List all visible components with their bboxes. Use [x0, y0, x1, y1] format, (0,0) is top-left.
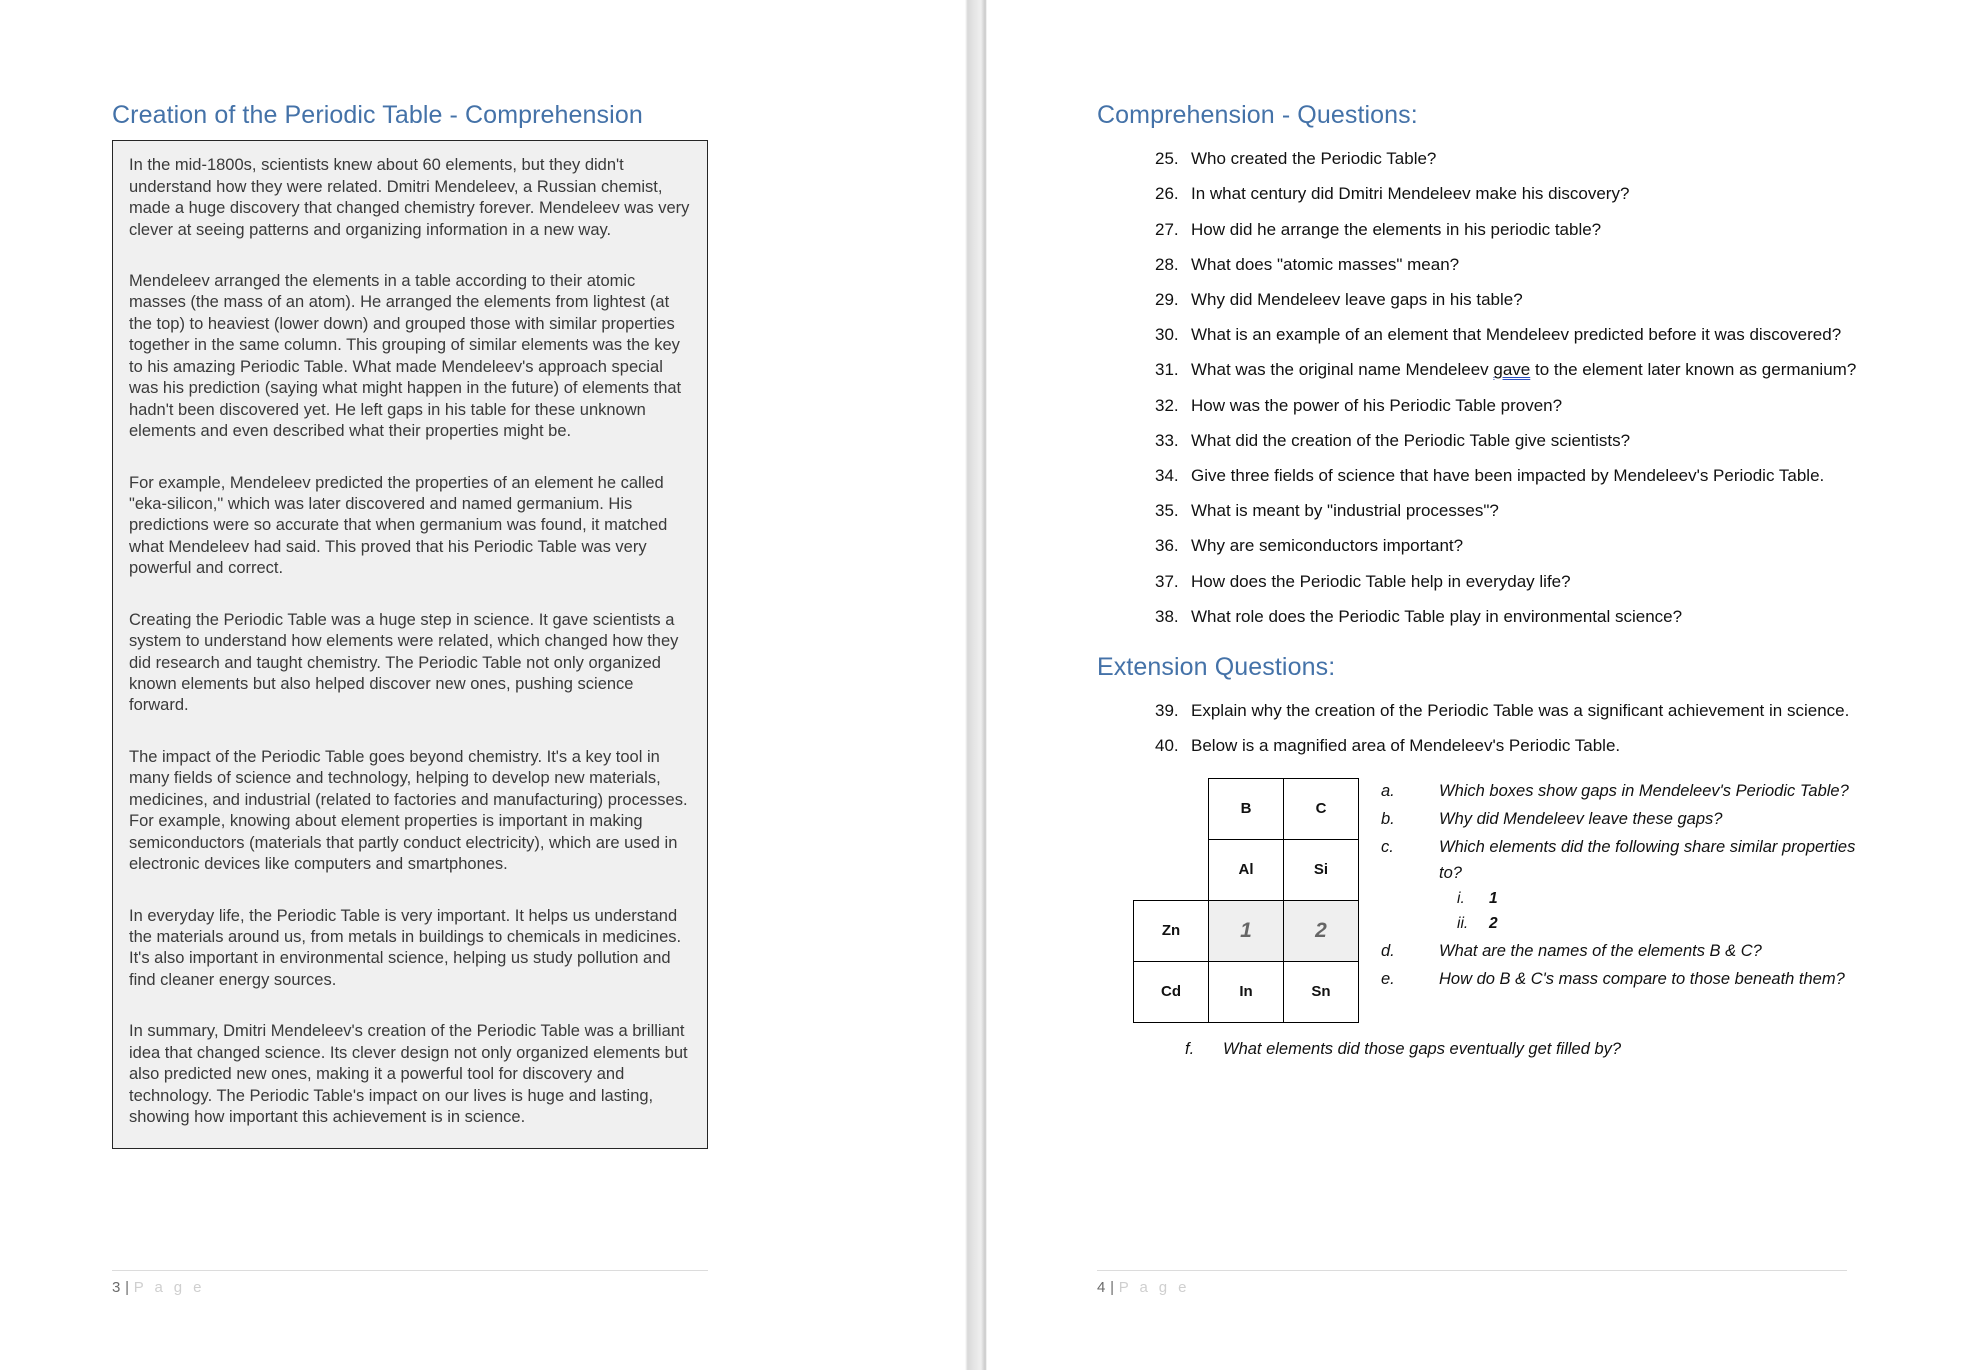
sub-question-text: Which boxes show gaps in Mendeleev's Periodic Table?: [1439, 781, 1849, 800]
extension-question-list: [1097, 697, 1860, 759]
grid-cell-element: Al: [1209, 839, 1284, 900]
question-number: 31.: [1155, 360, 1179, 380]
passage-paragraph: In the mid-1800s, scientists knew about 60 elements, but they didn't understand how they were related. Dmitri Mendeleev, a Russian chemist, made a huge discovery that changed chemistry forever. Mendeleev was very clever at seeing patterns and organizing information in a new way.: [129, 156, 690, 239]
grid-cell-element: In: [1209, 961, 1284, 1022]
footer-separator: |: [125, 1279, 130, 1296]
question-number: 40.: [1155, 736, 1179, 756]
grid-cell-element: Sn: [1284, 961, 1359, 1022]
roman-sub-list: [1439, 886, 1860, 936]
sub-question-item: [1381, 806, 1860, 832]
question-text: What is an example of an element that Mendeleev predicted before it was discovered?: [1191, 325, 1842, 345]
sub-question-item: [1381, 938, 1860, 964]
question-item: [1155, 697, 1860, 724]
page-footer-right: [1097, 1270, 1847, 1296]
question-number: 26.: [1155, 184, 1179, 204]
question-item: [1155, 216, 1860, 243]
table-row: [1134, 961, 1359, 1022]
sub-question-label: c.: [1381, 837, 1394, 856]
question-number: 35.: [1155, 501, 1179, 521]
table-row: [1134, 839, 1359, 900]
footer-separator: |: [1110, 1279, 1115, 1296]
passage-paragraph: Mendeleev arranged the elements in a table according to their atomic masses (the mass of an atom). He arranged the elements from lightest (at the top) to heaviest (lower down) and grouped those with similar properties together in the same column. This grouping of similar elements was the key to his amazing Periodic Table. What made Mendeleev's approach special was his prediction (saying what might happen in the future) of elements that hadn't been discovered yet. He left gaps in his table for these unknown elements and even described what their properties might be.: [129, 272, 682, 441]
page-gutter-divider: [965, 0, 987, 1370]
grid-cell-empty: [1134, 839, 1209, 900]
question-item: [1155, 532, 1860, 559]
question-item: [1155, 497, 1860, 524]
roman-value: 1: [1489, 889, 1498, 907]
extension-questions-heading: Extension Questions:: [1097, 652, 1336, 681]
question-item: [1155, 180, 1860, 207]
footer-divider: [1097, 1270, 1847, 1271]
roman-item: [1439, 911, 1860, 936]
sub-question-list: [1381, 778, 1860, 995]
page-left: [0, 0, 965, 1370]
footer-divider: [112, 1270, 708, 1271]
question-text: What does "atomic masses" mean?: [1191, 254, 1460, 274]
grid-cell-element: Si: [1284, 839, 1359, 900]
question-text: Give three fields of science that have been impacted by Mendeleev's Periodic Table.: [1191, 465, 1825, 485]
table-row: [1134, 778, 1359, 839]
question-number: 28.: [1155, 254, 1179, 274]
passage-paragraph: The impact of the Periodic Table goes beyond chemistry. It's a key tool in many fields of science and technology, helping to develop new materials, medicines, and industrial (related to factories and manufacturing) processes. For example, knowing about element properties is important in making semiconductors (materials that partly conduct electricity), which are used in electronic devices like computers and smartphones.: [129, 747, 688, 874]
passage-paragraph: In summary, Dmitri Mendeleev's creation of the Periodic Table was a brilliant idea that changed science. Its clever design not only organized elements but also predicted new ones, making it a powerful tool for discovery and technology. The Periodic Table's impact on our lives is huge and lasting, showing how important this achievement is in science.: [129, 1022, 688, 1126]
final-sub-question: [1185, 1037, 1860, 1062]
table-row: [1134, 900, 1359, 961]
question-number: 39.: [1155, 701, 1179, 721]
question-text: What did the creation of the Periodic Table give scientists?: [1191, 430, 1631, 450]
passage-paragraph: For example, Mendeleev predicted the properties of an element he called "eka-silicon," which was later discovered and named germanium. His predictions were so accurate that when germanium was found, it matched what Mendeleev had said. This proved that his Periodic Table was very powerful and correct.: [129, 473, 668, 578]
footer-page-word: P a g e: [1118, 1279, 1190, 1296]
roman-value: 2: [1489, 914, 1498, 932]
question-text: Below is a magnified area of Mendeleev's Periodic Table.: [1191, 736, 1621, 756]
question-item: [1155, 392, 1860, 419]
question-text-after: to the element later known as germanium?: [1530, 360, 1857, 380]
roman-item: [1439, 886, 1860, 911]
sub-question-text: How do B & C's mass compare to those beneath them?: [1439, 970, 1845, 989]
question-text: Why are semiconductors important?: [1191, 536, 1464, 556]
question-number: 37.: [1155, 571, 1179, 591]
sub-question-text: What are the names of the elements B & C?: [1439, 941, 1762, 960]
grid-cell-gap: 1: [1209, 900, 1284, 961]
final-sub-question-text: What elements did those gaps eventually get filled by?: [1223, 1039, 1622, 1058]
question-item: [1155, 286, 1860, 313]
question-text: Explain why the creation of the Periodic Table was a significant achievement in science.: [1191, 701, 1850, 721]
mini-periodic-table: [1133, 778, 1359, 1023]
question-text: How did he arrange the elements in his periodic table?: [1191, 219, 1602, 239]
comprehension-question-list: [1097, 145, 1860, 630]
question-number: 25.: [1155, 149, 1179, 169]
grid-cell-element: B: [1209, 778, 1284, 839]
question-item: [1155, 462, 1860, 489]
page-left-content: [0, 0, 965, 1149]
question-text: What role does the Periodic Table play in environmental science?: [1191, 606, 1683, 626]
question-item: [1155, 145, 1860, 172]
sub-question-label: b.: [1381, 809, 1395, 828]
footer-text: [1097, 1279, 1847, 1296]
sub-question-label: e.: [1381, 970, 1395, 989]
footer-page-word: P a g e: [133, 1279, 205, 1296]
footer-page-number: 4: [1097, 1279, 1106, 1296]
question-item: [1155, 251, 1860, 278]
page-right: [987, 0, 1964, 1370]
footer-text: [112, 1279, 708, 1296]
grid-cell-element: Zn: [1134, 900, 1209, 961]
passage-paragraph: Creating the Periodic Table was a huge step in science. It gave scientists a system to understand how elements were related, which changed how they did research and taught chemistry. The Periodic Table not only organized known elements but also helped discover new ones, pushing science forward.: [129, 610, 679, 715]
question-text-before: What was the original name Mendeleev: [1191, 360, 1494, 380]
sub-question-text: Which elements did the following share similar properties to?: [1439, 837, 1856, 882]
page-right-content: [987, 0, 1964, 1061]
sub-question-item: [1381, 778, 1860, 804]
question-number: 34.: [1155, 465, 1179, 485]
grid-cell-gap: 2: [1284, 900, 1359, 961]
question-number: 30.: [1155, 325, 1179, 345]
question-text: How was the power of his Periodic Table proven?: [1191, 395, 1563, 415]
question-item-spellchecked: [1155, 356, 1860, 383]
comprehension-questions-heading: Comprehension - Questions:: [1097, 101, 1418, 129]
page-footer-left: [112, 1270, 708, 1296]
sub-question-label: a.: [1381, 781, 1395, 800]
sub-question-item: [1381, 834, 1860, 936]
grid-cell-element: C: [1284, 778, 1359, 839]
question-item: [1155, 427, 1860, 454]
sub-question-text: Why did Mendeleev leave these gaps?: [1439, 809, 1723, 828]
question-item: [1155, 603, 1860, 630]
sub-question-label: d.: [1381, 941, 1395, 960]
question-text: In what century did Dmitri Mendeleev make his discovery?: [1191, 184, 1630, 204]
question-number: 38.: [1155, 606, 1179, 626]
question-item: [1155, 321, 1860, 348]
question-text: Who created the Periodic Table?: [1191, 149, 1437, 169]
comprehension-passage-box: [112, 140, 708, 1149]
final-sub-question-label: f.: [1185, 1039, 1195, 1058]
question-item: [1155, 568, 1860, 595]
roman-label: ii.: [1457, 914, 1469, 932]
question-number: 33.: [1155, 430, 1179, 450]
question-text: How does the Periodic Table help in everyday life?: [1191, 571, 1571, 591]
question-number: 32.: [1155, 395, 1179, 415]
sub-question-item: [1381, 966, 1860, 992]
footer-page-number: 3: [112, 1279, 121, 1296]
question-text: Why did Mendeleev leave gaps in his table?: [1191, 290, 1523, 309]
question-number: 36.: [1155, 536, 1179, 556]
question-text: What is meant by "industrial processes"?: [1191, 501, 1499, 521]
passage-paragraph: In everyday life, the Periodic Table is very important. It helps us understand the materials around us, from metals in buildings to chemicals in medicines. It's also important in environmental science, helping us study pollution and find cleaner energy sources.: [129, 906, 682, 989]
question-number: 29.: [1155, 290, 1179, 309]
question-number: 27.: [1155, 219, 1179, 239]
grid-cell-element: Cd: [1134, 961, 1209, 1022]
spellcheck-flagged-word[interactable]: gave: [1493, 360, 1531, 380]
page-title: Creation of the Periodic Table - Comprehension: [112, 101, 643, 129]
roman-label: i.: [1457, 889, 1465, 907]
question-item: [1155, 732, 1860, 759]
grid-cell-empty: [1134, 778, 1209, 839]
magnified-periodic-table-block: [1133, 778, 1860, 1023]
